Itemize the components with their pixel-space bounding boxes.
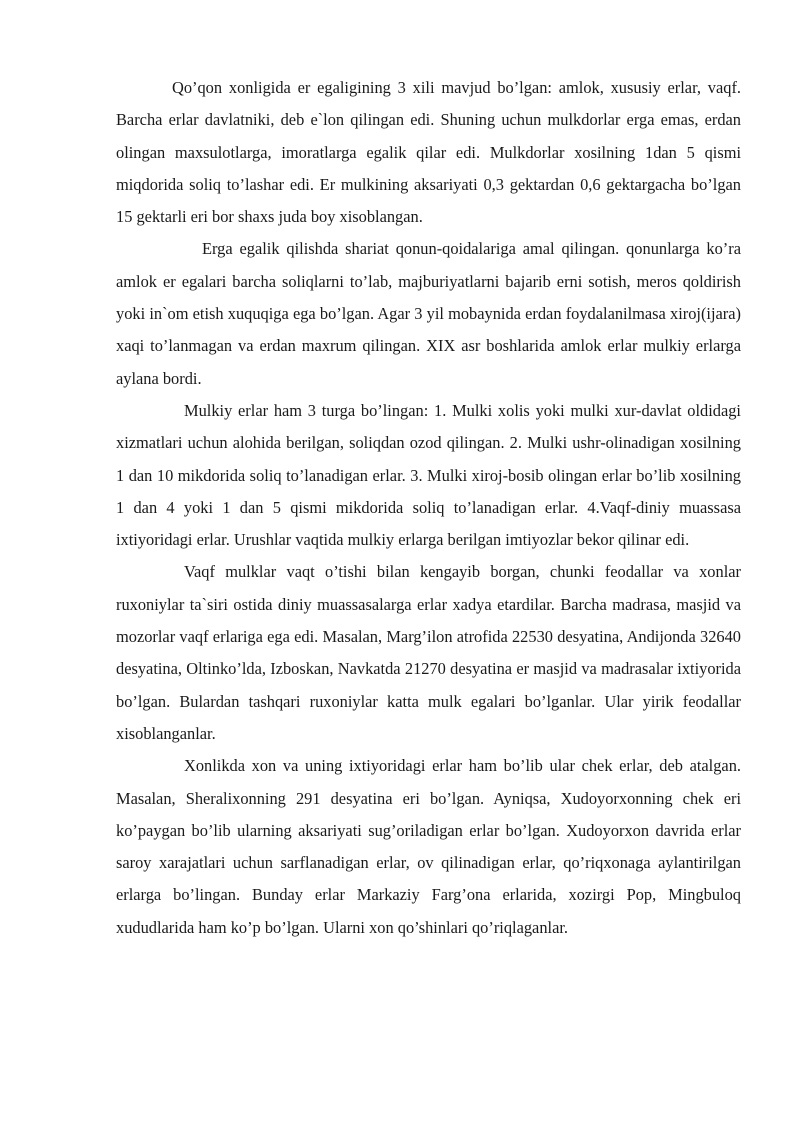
paragraph-sharia-law: Erga egalik qilishda shariat qonun-qoidalariga amal qilingan. qonunlarga ko’ra amlok er egalari barcha soliqlarni to’lab, majburiyatlarni bajarib erni sotish, meros qoldirish yoki in`om etish xuquqiga ega bo’lgan. Agar 3 yil mobaynida erdan foydalanilmasa xiroj(ijara) xaqi to’lanmagan va erdan maxrum qilingan. XIX asr boshlarida amlok erlar mulkiy erlarga aylana bordi. bbox=[116, 239, 741, 388]
paragraph-land-ownership-types: Qo’qon xonligida er egaligining 3 xili mavjud bo’lgan: amlok, xususiy erlar, vaqf. Barcha erlar davlatniki, deb e`lon qilingan edi. Shuning uchun mulkdorlar erga emas, erdan olingan maxsulotlarga, imoratlarga egalik qilar edi. Mulkdorlar xosilning 1dan 5 qismi miqdorida soliq to’lashar edi. Er mulkining aksariyati 0,3 gektardan 0,6 gektargacha bo’lgan 15 gektarli eri bor shaxs juda boy xisoblangan. bbox=[116, 78, 741, 227]
paragraph-mulkiy-lands: Mulkiy erlar ham 3 turga bo’lingan: 1. Mulki xolis yoki mulki xur-davlat oldidagi xizmatlari uchun alohida berilgan, soliqdan ozod qilingan. 2. Mulki ushr-olinadigan xosilning 1 dan 10 mikdorida soliq to’lanadigan erlar. 3. Mulki xiroj-bosib olingan erlar bo’lib xosilning 1 dan 4 yoki 1 dan 5 qismi mikdorida soliq to’lanadigan erlar. 4.Vaqf-diniy muassasa ixtiyoridagi erlar. Urushlar vaqtida mulkiy erlarga berilgan imtiyozlar bekor qilinar edi. bbox=[116, 400, 741, 550]
paragraph-chek-lands: Xonlikda xon va uning ixtiyoridagi erlar ham bo’lib ular chek erlar, deb atalgan. Masalan, Sheralixonning 291 desyatina eri bo’lgan. Ayniqsa, Xudoyorxonning chek eri ko’paygan bo’lib ularning aksariyati sug’oriladigan erlar bo’lgan. Xudoyorxon davrida erlar saroy xarajatlari uchun sarflanadigan erlar, ov qilinadigan erlar, qo’riqxonaga aylantirilgan erlarga bo’lingan. Bunday erlar Markaziy Farg’ona erlarida, xozirgi Pop, Mingbuloq xududlarida ham ko’p bo’lgan. Ularni xon qo’shinlari qo’riqlaganlar. bbox=[116, 756, 741, 937]
document-body bbox=[116, 72, 741, 944]
paragraph-vaqf-lands: Vaqf mulklar vaqt o’tishi bilan kengayib borgan, chunki feodallar va xonlar ruxoniylar ta`siri ostida diniy muassasalarga erlar xadya etardilar. Barcha madrasa, masjid va mozorlar vaqf erlariga ega edi. Masalan, Marg’ilon atrofida 22530 desyatina, Andijonda 32640 desyatina, Oltinko’lda, Izboskan, Navkatda 21270 desyatina er masjid va madrasalar ixtiyorida bo’lgan. Bulardan tashqari ruxoniylar katta mulk egalari bo’lganlar. Ular yirik feodallar xisoblanganlar. bbox=[116, 562, 741, 743]
